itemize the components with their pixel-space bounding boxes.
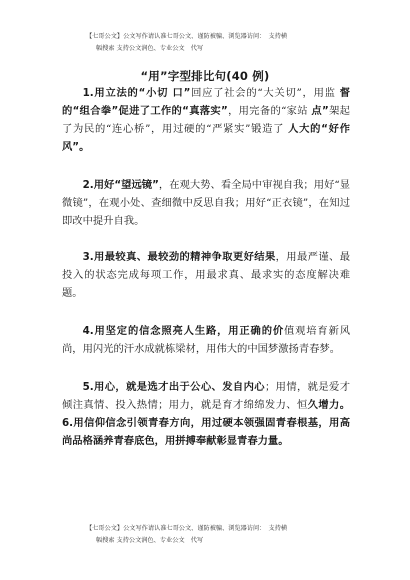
text-run: 值观培育新风尚，用闪光的汗水成就栋梁材，用伟大的中国梦激扬青春梦。 <box>62 325 351 355</box>
text-run: 架起了为民的“连心桥”，用过硬的“严紧实”锻造了 <box>62 105 350 135</box>
document-title: “用”字型排比句(40 例) <box>140 69 270 83</box>
paragraph-5 <box>62 378 350 450</box>
header-line-2: 幅搜索 支持公文润色、专业公文 代写 <box>96 45 204 52</box>
footer-line-2: 幅搜索 支持公文润色、专业公文 代写 <box>96 537 204 544</box>
bold-text-run: 督的“组合拳”促进了工作的“真落实” <box>62 87 350 117</box>
footer-line-1: 【七哥公文】公文写作请认准七哥公文、谨防被骗、浏览器访问： 支持横 <box>86 525 288 532</box>
text-run: 回应了社会的“大关切”，用监 <box>190 87 340 99</box>
bold-text-run: 4.用坚定的信念照亮人生路，用正确的价 <box>82 325 284 337</box>
text-run: ，用完备的“家站 <box>227 105 312 117</box>
text-run: ；用情，就是爱才倾注真情、投入热情；用力，就是育才绵绵发力、恒 <box>62 381 351 411</box>
text-run: ，在观大势、看全局中审视自我；用好“显微镜”，在观小处、查细微中反思自我；用好“正衣镜”，在知过即改中提升自我。 <box>62 179 350 227</box>
paragraph-1 <box>62 84 350 156</box>
bold-text-run: 1.用立法的“小切 口” <box>82 87 191 99</box>
bold-text-run: 3.用最较真、最较劲的精神争取更好结果 <box>82 251 276 263</box>
bold-text-run: 人大的“好作风”。 <box>62 123 350 153</box>
header-notice <box>86 31 346 55</box>
bold-text-run: 5.用心，就是选才出于公心、发自内心 <box>82 381 265 393</box>
footer-notice <box>86 523 346 547</box>
bold-text-run: 2.用好“望远镜” <box>82 179 159 191</box>
header-line-1: 【七哥公文】公文写作请认准七哥公文、谨防被骗、浏览器访问： 支持横 <box>86 33 288 40</box>
paragraph-4 <box>62 322 350 358</box>
bold-text-run: 久增力。6.用信仰信念引领青春方向，用过硬本领强固青春根基，用高尚品格涵养青春底色，用拼搏奉献彰显青春力量。 <box>62 399 351 447</box>
paragraph-3 <box>62 248 350 302</box>
text-run: ，用最严谨、最投入的状态完成每项工作，用最求真、最求实的态度解决难题。 <box>62 251 351 299</box>
paragraph-2 <box>62 176 350 230</box>
bold-text-run: 点” <box>311 105 329 117</box>
